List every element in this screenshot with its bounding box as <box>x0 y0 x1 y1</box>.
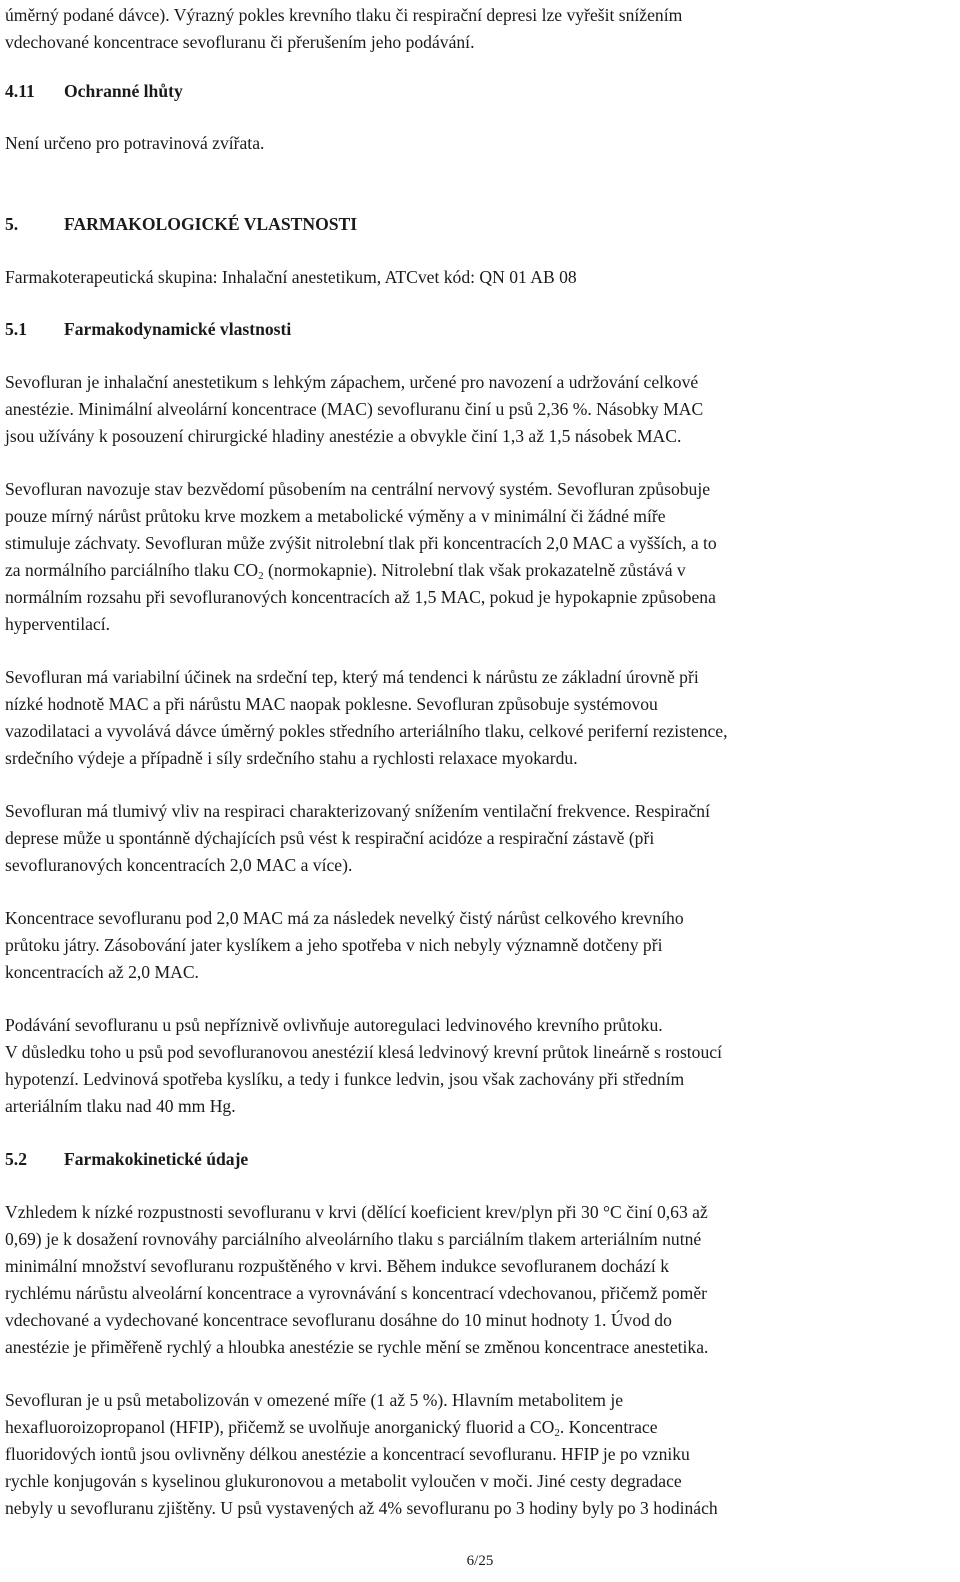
section-title: FARMAKOLOGICKÉ VLASTNOSTI <box>64 214 358 234</box>
text-line: Sevofluran je inhalační anestetikum s lehkým zápachem, určené pro navození a udržování celkové <box>5 372 699 392</box>
text-line: anestézie. Minimální alveolární koncentrace (MAC) sevofluranu činí u psů 2,36 %. Násobky MAC <box>5 399 704 419</box>
text-line: jsou užívány k posouzení chirurgické hladiny anestézie a obvykle činí 1,3 až 1,5 násobek MAC. <box>5 426 682 446</box>
section-title: Farmakokinetické údaje <box>64 1149 249 1169</box>
section-title: Ochranné lhůty <box>64 81 183 101</box>
text-line: nebyly u sevofluranu zjištěny. U psů vystavených až 4% sevofluranu po 3 hodiny byly po 3 hodinách <box>5 1498 718 1518</box>
text-line: hexafluoroizopropanol (HFIP), přičemž se uvolňuje anorganický fluorid a $CO_2$. Koncentrace <box>5 1417 658 1439</box>
text-line: pouze mírný nárůst průtoku krve mozkem a metabolické výměny a v minimální či žádné míře <box>5 506 666 526</box>
text-line: rychle konjugován s kyselinou glukuronovou a metabolit vyloučen v moči. Jiné cesty degradace <box>5 1471 682 1491</box>
section-title: Farmakodynamické vlastnosti <box>64 319 292 339</box>
text-line: 0,69) je k dosažení rovnováhy parciálního alveolárního tlaku s parciálním tlakem arteriálním nutné <box>5 1229 702 1249</box>
text-line: srdečního výdeje a případně i síly srdečního stahu a rychlosti relaxace myokardu. <box>5 748 578 768</box>
text-line: Sevofluran navozuje stav bezvědomí působením na centrální nervový systém. Sevofluran způsobuje <box>5 479 711 499</box>
text-line: za normálního parciálního tlaku $CO_2$ (normokapnie). Nitrolební tlak však prokazatelně zůstává v <box>5 560 686 582</box>
section-heading-5-2 <box>5 1146 248 1173</box>
text-line: Není určeno pro potravinová zvířata. <box>5 133 265 153</box>
text-line: arteriálním tlaku nad 40 mm Hg. <box>5 1096 236 1116</box>
text-line: V důsledku toho u psů pod sevofluranovou anestézií klesá ledvinový krevní průtok lineárně s rostoucí <box>5 1042 722 1062</box>
text-line: vazodilataci a vyvolává dávce úměrný pokles středního arteriálního tlaku, celkové periferní rezistence, <box>5 721 728 741</box>
text-line: průtoku játry. Zásobování jater kyslíkem a jeho spotřeba v nich nebyly významně dotčeny při <box>5 935 663 955</box>
text-line: Vzhledem k nízké rozpustnosti sevofluranu v krvi (dělící koeficient krev/plyn při 30 °C činí 0,63 až <box>5 1202 708 1222</box>
text-line: stimuluje záchvaty. Sevofluran může zvýšit nitrolební tlak při koncentracích 2,0 MAC a vyšších, a to <box>5 533 717 553</box>
text-line: rychlému nárůstu alveolární koncentrace a vyrovnávání s koncentrací vdechovanou, přičemž poměr <box>5 1283 707 1303</box>
text-line: hypotenzí. Ledvinová spotřeba kyslíku, a tedy i funkce ledvin, jsou však zachovány při středním <box>5 1069 685 1089</box>
section-heading-5-1 <box>5 316 291 343</box>
text-line: sevofluranových koncentracích 2,0 MAC a více). <box>5 855 353 875</box>
text-line: deprese může u spontánně dýchajících psů vést k respirační acidóze a respirační zástavě (při <box>5 828 655 848</box>
text-line: úměrný podané dávce). Výrazný pokles krevního tlaku či respirační depresi lze vyřešit snížením <box>5 5 683 25</box>
text-line: Sevofluran má tlumivý vliv na respiraci charakterizovaný snížením ventilační frekvence. Respirační <box>5 801 710 821</box>
text-line: normálním rozsahu při sevofluranových koncentracích až 1,5 MAC, pokud je hypokapnie způsobena <box>5 587 716 607</box>
text-line: hyperventilací. <box>5 614 111 634</box>
text-line: vdechované koncentrace sevofluranu či přerušením jeho podávání. <box>5 32 475 52</box>
subscript: 2 <box>258 570 264 582</box>
text-line: Sevofluran má variabilní účinek na srdeční tep, který má tendenci k nárůstu ze základní úrovně při <box>5 667 699 687</box>
text-line: koncentracích až 2,0 MAC. <box>5 962 199 982</box>
text-line: Koncentrace sevofluranu pod 2,0 MAC má za následek nevelký čistý nárůst celkového krevního <box>5 908 684 928</box>
text-line: nízké hodnotě MAC a při nárůstu MAC naopak poklesne. Sevofluran způsobuje systémovou <box>5 694 658 714</box>
text-line: fluoridových iontů jsou ovlivněny délkou anestézie a koncentrací sevofluranu. HFIP je po vzniku <box>5 1444 690 1464</box>
section-number: 5.2 <box>5 1149 27 1169</box>
text-line: minimální množství sevofluranu rozpuštěného v krvi. Během indukce sevofluranem dochází k <box>5 1256 669 1276</box>
text-line: Farmakoterapeutická skupina: Inhalační anestetikum, ATCvet kód: QN 01 AB 08 <box>5 267 577 287</box>
text-line: Podávání sevofluranu u psů nepříznivě ovlivňuje autoregulaci ledvinového krevního průtoku. <box>5 1015 663 1035</box>
section-number: 4.11 <box>5 81 35 101</box>
section-number: 5.1 <box>5 319 27 339</box>
subscript: 2 <box>554 1427 560 1439</box>
section-number: 5. <box>5 214 19 234</box>
page-number: 6/25 <box>466 1553 494 1569</box>
text-line: vdechované a vydechované koncentrace sevofluranu dosáhne do 10 minut hodnoty 1. Úvod do <box>5 1310 672 1330</box>
text-line: anestézie je přiměřeně rychlý a hloubka anestézie se rychle mění se změnou koncentrace anestetika. <box>5 1337 709 1357</box>
section-heading-4-11 <box>5 78 183 105</box>
text-line: Sevofluran je u psů metabolizován v omezené míře (1 až 5 %). Hlavním metabolitem je <box>5 1390 624 1410</box>
section-heading-5 <box>5 211 357 238</box>
